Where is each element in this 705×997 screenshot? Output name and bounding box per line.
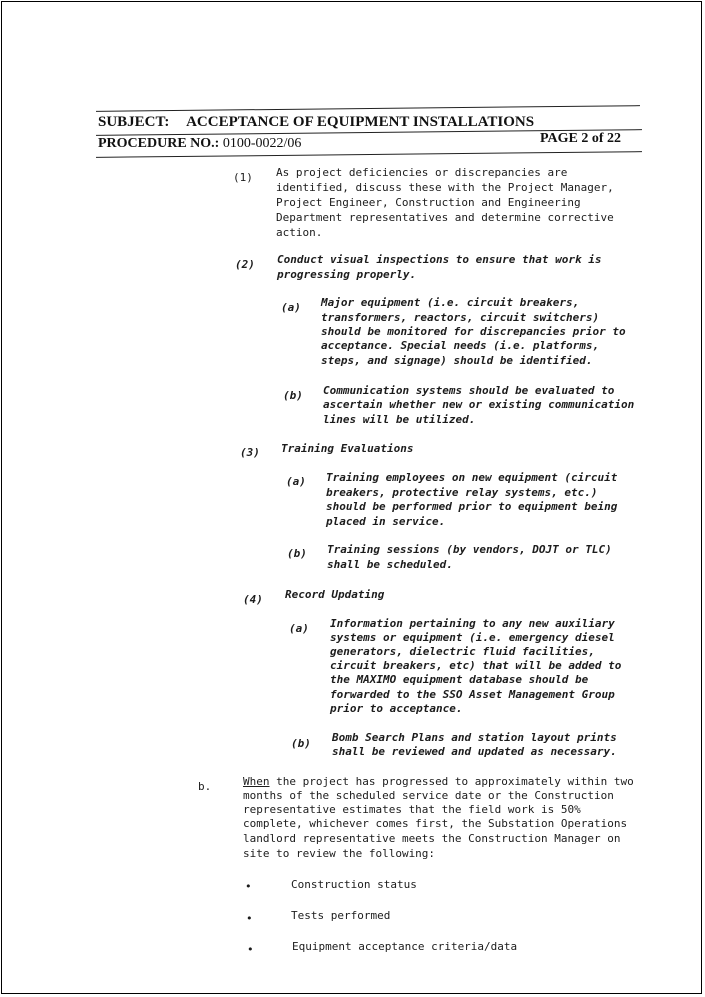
- item-1-line: action.: [276, 226, 323, 239]
- item-2a-line: acceptance. Special needs (i.e. platforms,: [321, 339, 600, 352]
- item-b-number: b.: [198, 780, 212, 793]
- item-4a-line: forwarded to the SSO Asset Management Group: [330, 688, 615, 701]
- item-b-line: landlord representative meets the Construction Manager on: [243, 832, 621, 845]
- item-4a-line: Information pertaining to any new auxiliary: [330, 617, 615, 630]
- item-b-line: months of the scheduled service date or the Construction: [243, 789, 614, 802]
- item-b-first-line: [243, 775, 634, 790]
- item-2-line: Conduct visual inspections to ensure that work is: [277, 253, 602, 266]
- item-4b-line: shall be reviewed and updated as necessary.: [332, 745, 617, 758]
- item-2b-line: Communication systems should be evaluated to: [323, 384, 615, 397]
- item-1-line: identified, discuss these with the Project Manager,: [276, 181, 614, 194]
- item-3b-line: shall be scheduled.: [327, 558, 453, 571]
- bullet-item: Tests performed: [291, 909, 391, 922]
- item-3a-line: should be performed prior to equipment being: [326, 500, 618, 513]
- item-b-first-rest: the project has progressed to approximately within two: [269, 775, 634, 788]
- item-2a-number: (a): [281, 301, 301, 314]
- item-4a-line: the MAXIMO equipment database should be: [330, 673, 589, 686]
- subject-line: [98, 114, 534, 131]
- item-3-number: (3): [240, 446, 260, 459]
- bullet-dot: •: [245, 880, 252, 893]
- subject-label: SUBJECT:: [98, 114, 170, 130]
- item-4a-line: prior to acceptance.: [330, 702, 463, 715]
- item-3b-number: (b): [287, 547, 307, 560]
- item-4-title: Record Updating: [285, 588, 385, 601]
- item-4b-number: (b): [291, 737, 311, 750]
- item-2-line: progressing properly.: [277, 268, 417, 281]
- item-2a-line: transformers, reactors, circuit switchers): [321, 311, 600, 324]
- item-1-number: (1): [233, 171, 253, 184]
- item-2a-line: steps, and signage) should be identified.: [321, 354, 593, 367]
- item-4b-line: Bomb Search Plans and station layout prints: [332, 731, 617, 744]
- bullet-dot: •: [246, 912, 253, 925]
- subject-value: ACCEPTANCE OF EQUIPMENT INSTALLATIONS: [186, 114, 535, 130]
- procedure-label: PROCEDURE NO.:: [98, 136, 220, 151]
- item-1-line: As project deficiencies or discrepancies are: [276, 166, 568, 179]
- item-2b-line: ascertain whether new or existing communication: [323, 398, 635, 411]
- item-b-line: complete, whichever comes first, the Substation Operations: [243, 817, 628, 830]
- item-2-number: (2): [235, 258, 255, 271]
- item-3a-line: placed in service.: [326, 515, 446, 528]
- bullet-item: Equipment acceptance criteria/data: [292, 940, 518, 953]
- item-4a-line: generators, dielectric fluid facilities,: [330, 645, 595, 658]
- item-4a-number: (a): [289, 622, 309, 635]
- item-3a-number: (a): [286, 475, 306, 488]
- item-2a-line: Major equipment (i.e. circuit breakers,: [321, 296, 580, 309]
- procedure-value: 0100-0022/06: [222, 136, 302, 151]
- procedure-line: [98, 136, 301, 152]
- item-3-title: Training Evaluations: [281, 442, 414, 455]
- item-4a-line: circuit breakers, etc) that will be added to: [330, 659, 622, 672]
- item-2a-line: should be monitored for discrepancies prior to: [321, 325, 626, 338]
- item-4a-line: systems or equipment (i.e. emergency diesel: [330, 631, 615, 644]
- item-2b-number: (b): [283, 389, 303, 402]
- item-b-line: representative estimates that the field work is 50%: [243, 803, 581, 816]
- item-3a-line: Training employees on new equipment (circuit: [326, 471, 618, 484]
- item-2b-line: lines will be utilized.: [323, 413, 476, 426]
- item-1-line: Project Engineer, Construction and Engineering: [276, 196, 581, 209]
- bullet-dot: •: [247, 943, 254, 956]
- item-b-first-word: When: [243, 775, 270, 788]
- item-4-number: (4): [243, 593, 263, 606]
- item-b-line: site to review the following:: [243, 847, 436, 860]
- item-3b-line: Training sessions (by vendors, DOJT or TLC): [327, 543, 612, 556]
- item-3a-line: breakers, protective relay systems, etc.): [326, 486, 598, 499]
- bullet-item: Construction status: [291, 878, 417, 891]
- item-1-line: Department representatives and determine corrective: [276, 211, 614, 224]
- page-number: PAGE 2 of 22: [540, 131, 622, 146]
